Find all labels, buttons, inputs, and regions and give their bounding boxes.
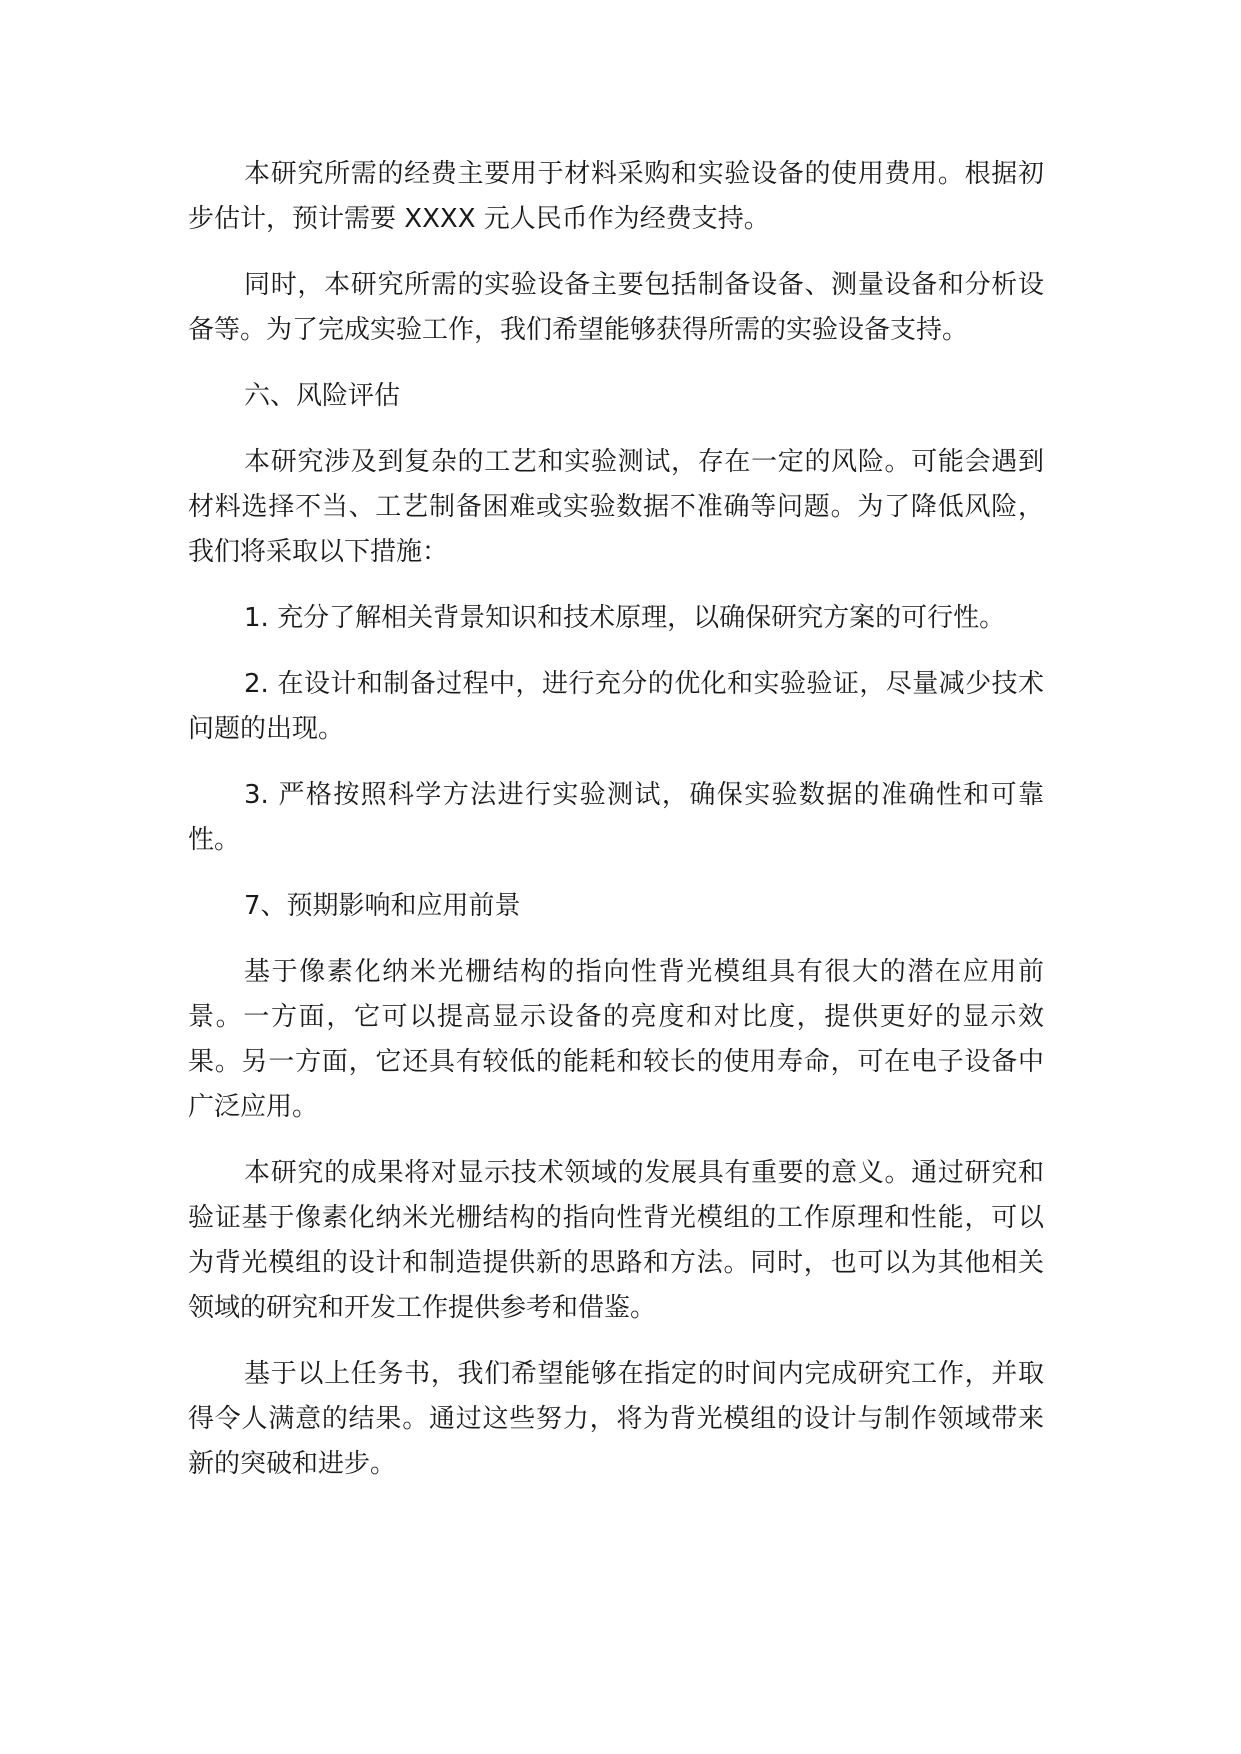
paragraph-risk-intro: 本研究涉及到复杂的工艺和实验测试，存在一定的风险。可能会遇到材料选择不当、工艺制备困难或实验数据不准确等问题。为了降低风险，我们将采取以下措施： (188, 447, 1044, 567)
document-body (188, 152, 1044, 1508)
paragraph-significance: 本研究的成果将对显示技术领域的发展具有重要的意义。通过研究和验证基于像素化纳米光栅结构的指向性背光模组的工作原理和性能，可以为背光模组的设计和制造提供新的思路和方法。同时，也可以为其他相关领域的研究和开发工作提供参考和借鉴。 (188, 1158, 1044, 1323)
section-heading-impact: 7、预期影响和应用前景 (244, 891, 521, 921)
list-item-measure-3: 3. 严格按照科学方法进行实验测试，确保实验数据的准确性和可靠性。 (188, 780, 1044, 855)
paragraph-equipment: 同时，本研究所需的实验设备主要包括制备设备、测量设备和分析设备等。为了完成实验工作，我们希望能够获得所需的实验设备支持。 (188, 270, 1044, 345)
list-item-measure-2: 2. 在设计和制备过程中，进行充分的优化和实验验证，尽量减少技术问题的出现。 (188, 669, 1044, 744)
section-heading-risk: 六、风险评估 (244, 381, 401, 411)
paragraph-funding: 本研究所需的经费主要用于材料采购和实验设备的使用费用。根据初步估计，预计需要 XXXX 元人民币作为经费支持。 (188, 159, 1044, 234)
paragraph-application: 基于像素化纳米光栅结构的指向性背光模组具有很大的潜在应用前景。一方面，它可以提高显示设备的亮度和对比度，提供更好的显示效果。另一方面，它还具有较低的能耗和较长的使用寿命，可在电子设备中广泛应用。 (188, 957, 1044, 1122)
paragraph-conclusion: 基于以上任务书，我们希望能够在指定的时间内完成研究工作，并取得令人满意的结果。通过这些努力，将为背光模组的设计与制作领域带来新的突破和进步。 (188, 1359, 1044, 1479)
list-item-measure-1: 1. 充分了解相关背景知识和技术原理，以确保研究方案的可行性。 (244, 603, 1006, 633)
